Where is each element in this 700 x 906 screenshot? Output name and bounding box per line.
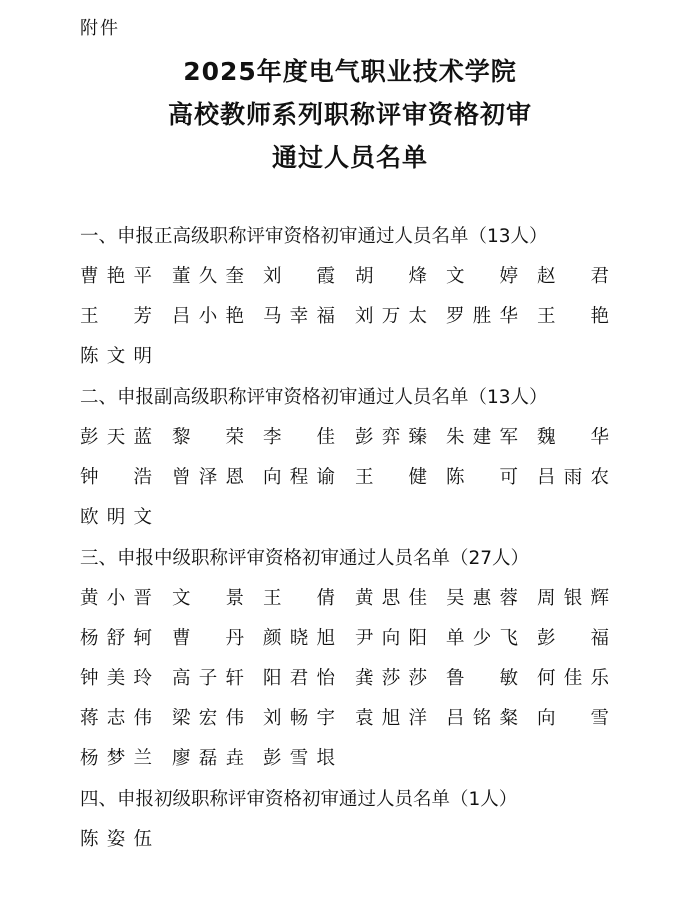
person-name: 黄小晋 [80,588,152,609]
person-name: 吕铭粲 [446,708,518,729]
person-name: 曾泽恩 [172,467,244,488]
document-title-line-3: 通过人员名单 [271,143,428,172]
person-name: 杨梦兰 [80,748,152,769]
person-name: 刘万太 [355,306,427,327]
section-heading-1: 一、申报正高级职称评审资格初审通过人员名单（13人） [80,226,548,247]
person-name: 胡 烽 [355,266,427,287]
person-name: 陈 可 [446,467,518,488]
person-name: 彭雪垠 [263,748,335,769]
person-name: 刘 霞 [263,266,335,287]
section-heading-3: 三、申报中级职称评审资格初审通过人员名单（27人） [80,548,530,569]
person-name: 彭天蓝 [80,427,152,448]
person-name: 李 佳 [263,427,335,448]
name-row [80,825,620,855]
person-name: 蒋志伟 [80,708,152,729]
person-name: 马幸福 [263,306,335,327]
name-row [80,624,620,654]
person-name: 高子轩 [172,668,244,689]
person-name: 袁旭洋 [355,708,427,729]
person-name: 阳君怡 [263,668,335,689]
name-row [80,262,620,292]
name-row [80,744,620,774]
person-name: 王 艳 [537,306,609,327]
name-row [80,342,620,372]
document-title-line-2: 高校教师系列职称评审资格初审 [167,100,532,129]
person-name: 王 健 [355,467,427,488]
person-name: 文 景 [172,588,244,609]
person-name: 魏 华 [537,427,609,448]
person-name: 鲁 敏 [446,668,518,689]
person-name: 廖磊垚 [172,748,244,769]
person-name: 向程谕 [263,467,335,488]
person-name: 吕雨农 [537,467,609,488]
person-name: 黄思佳 [355,588,427,609]
person-name: 向 雪 [537,708,609,729]
person-name: 尹向阳 [355,628,427,649]
name-row [80,704,620,734]
section-heading-4: 四、申报初级职称评审资格初审通过人员名单（1人） [80,789,518,810]
name-row [80,302,620,332]
section-heading-2: 二、申报副高级职称评审资格初审通过人员名单（13人） [80,387,548,408]
person-name: 朱建军 [446,427,518,448]
person-name: 曹艳平 [80,266,152,287]
person-name: 彭 福 [537,628,609,649]
person-name: 陈姿伍 [80,829,152,850]
person-name: 颜晓旭 [263,628,335,649]
person-name: 刘畅宇 [263,708,335,729]
person-name: 钟 浩 [80,467,152,488]
name-row [80,664,620,694]
person-name: 王 倩 [263,588,335,609]
person-name: 董久奎 [172,266,244,287]
person-name: 吕小艳 [172,306,244,327]
person-name: 何佳乐 [537,668,609,689]
person-name: 文 婷 [446,266,518,287]
name-row [80,584,620,614]
name-row [80,463,620,493]
person-name: 彭弈臻 [355,427,427,448]
person-name: 黎 荣 [172,427,244,448]
person-name: 杨舒轲 [80,628,152,649]
person-name: 罗胜华 [446,306,518,327]
person-name: 梁宏伟 [172,708,244,729]
person-name: 欧明文 [80,507,152,528]
name-row [80,503,620,533]
person-name: 周银辉 [537,588,609,609]
document-title-line-1: 2025年度电气职业技术学院 [183,57,517,86]
person-name: 钟美玲 [80,668,152,689]
person-name: 吴惠蓉 [446,588,518,609]
person-name: 龚莎莎 [355,668,427,689]
name-row [80,423,620,453]
person-name: 单少飞 [446,628,518,649]
person-name: 陈文明 [80,346,152,367]
attachment-label: 附件 [80,18,120,39]
person-name: 赵 君 [537,266,609,287]
person-name: 王 芳 [80,306,152,327]
person-name: 曹 丹 [172,628,244,649]
